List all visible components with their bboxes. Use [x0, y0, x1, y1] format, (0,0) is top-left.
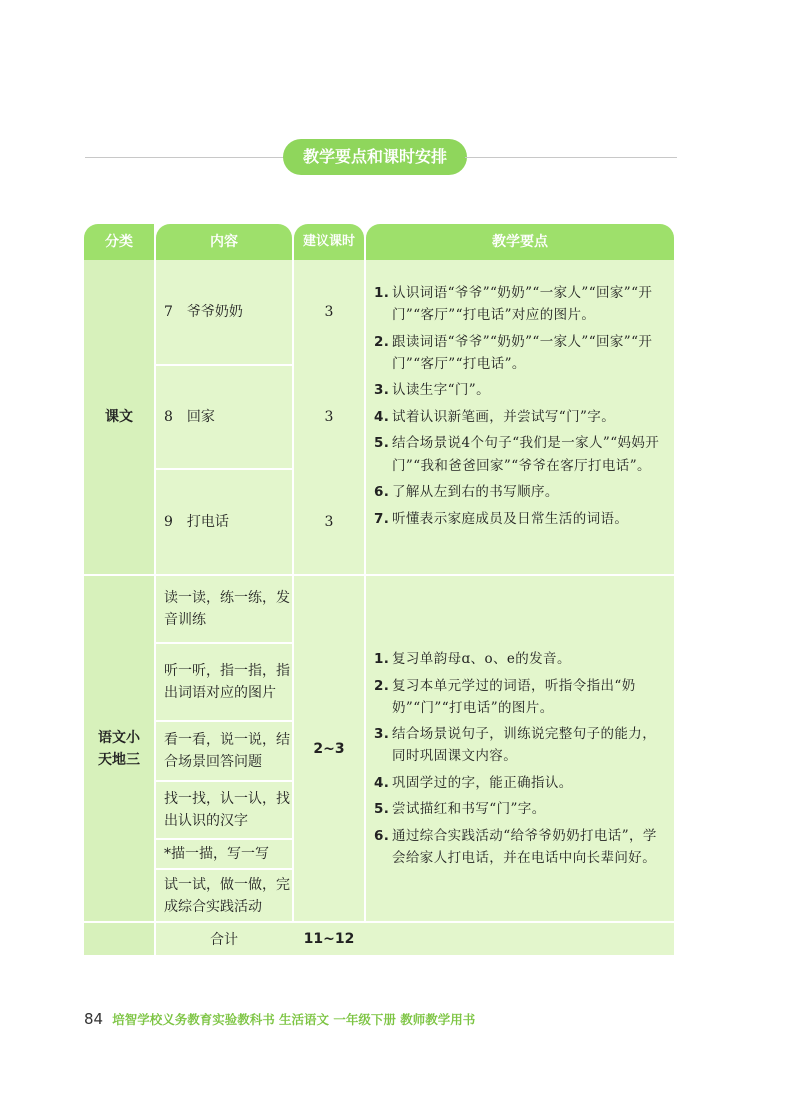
- header-hours: 建议课时: [294, 224, 364, 260]
- key-points-list: [374, 282, 666, 534]
- lesson-hours: 3: [324, 409, 334, 425]
- key-point: 1. 认识词语“爷爷”“奶奶”“一家人”“回家”“开门”“客厅”“打电话”对应的图片。: [374, 285, 653, 324]
- activity-content: 听一听，指一指，指出词语对应的图片: [164, 663, 290, 701]
- activity-content: 读一读，练一练，发音训练: [164, 590, 290, 628]
- key-point: 3. 结合场景说句子，训练说完整句子的能力，同时巩固课文内容。: [374, 726, 657, 765]
- column-divider: [364, 260, 366, 921]
- header-category: 分类: [84, 224, 154, 260]
- total-hours: 11~12: [303, 931, 355, 947]
- key-point: 1. 复习单韵母ɑ、o、e的发音。: [374, 651, 571, 667]
- title-rule-left: [85, 157, 287, 158]
- section-title: 教学要点和课时安排: [283, 139, 467, 175]
- key-point: 5. 尝试描红和书写“门”字。: [374, 801, 546, 818]
- activity-hours: 2~3: [313, 740, 345, 757]
- key-points-list: [374, 648, 666, 874]
- activity-content: 看一看，说一说，结合场景回答问题: [164, 732, 290, 770]
- activity-content: *描一描，写一写: [164, 846, 269, 862]
- key-point: 6. 通过综合实践活动“给爷爷奶奶打电话”，学会给家人打电话，并在电话中向长辈问好。: [374, 827, 657, 867]
- activity-content: 试一试，做一做，完成综合实践活动: [164, 876, 290, 915]
- key-point: 4. 试着认识新笔画，并尝试写“门”字。: [374, 408, 616, 425]
- category-lessons: 课文: [105, 409, 133, 425]
- lesson-content: 9 打电话: [164, 514, 229, 530]
- header-key-points: 教学要点: [366, 224, 674, 260]
- key-point: 3. 认读生字“门”。: [374, 382, 491, 399]
- title-rule-right: [465, 157, 677, 158]
- book-title: 培智学校义务教育实验教科书 生活语文 一年级下册 教师教学用书: [112, 1012, 476, 1027]
- category-label: 语文小天地三: [98, 729, 140, 768]
- page-footer: [84, 1009, 475, 1028]
- key-point: 6. 了解从左到右的书写顺序。: [374, 484, 559, 501]
- lesson-plan-table: [84, 224, 674, 955]
- lesson-content: 8 回家: [164, 409, 215, 425]
- key-point: 4. 巩固学过的字，能正确指认。: [374, 774, 573, 791]
- key-point: 7. 听懂表示家庭成员及日常生活的词语。: [374, 510, 629, 527]
- page-number: 84: [84, 1010, 104, 1028]
- key-point: 5. 结合场景说4个句子“我们是一家人”“妈妈开门”“我和爸爸回家”“爷爷在客厅打电话”。: [374, 435, 660, 474]
- lesson-hours: 3: [324, 514, 334, 530]
- lesson-hours: 3: [324, 304, 334, 320]
- header-content: 内容: [156, 224, 292, 260]
- lesson-content: 7 爷爷奶奶: [164, 304, 243, 320]
- total-label: 合计: [210, 932, 238, 948]
- key-point: 2. 复习本单元学过的词语，听指令指出“奶奶”“门”“打电话”的图片。: [374, 677, 636, 716]
- key-point: 2. 跟读词语“爷爷”“奶奶”“一家人”“回家”“开门”“客厅”“打电话”。: [374, 333, 653, 372]
- activity-content: 找一找，认一认，找出认识的汉字: [164, 791, 290, 829]
- category-chinese-world: [84, 576, 154, 921]
